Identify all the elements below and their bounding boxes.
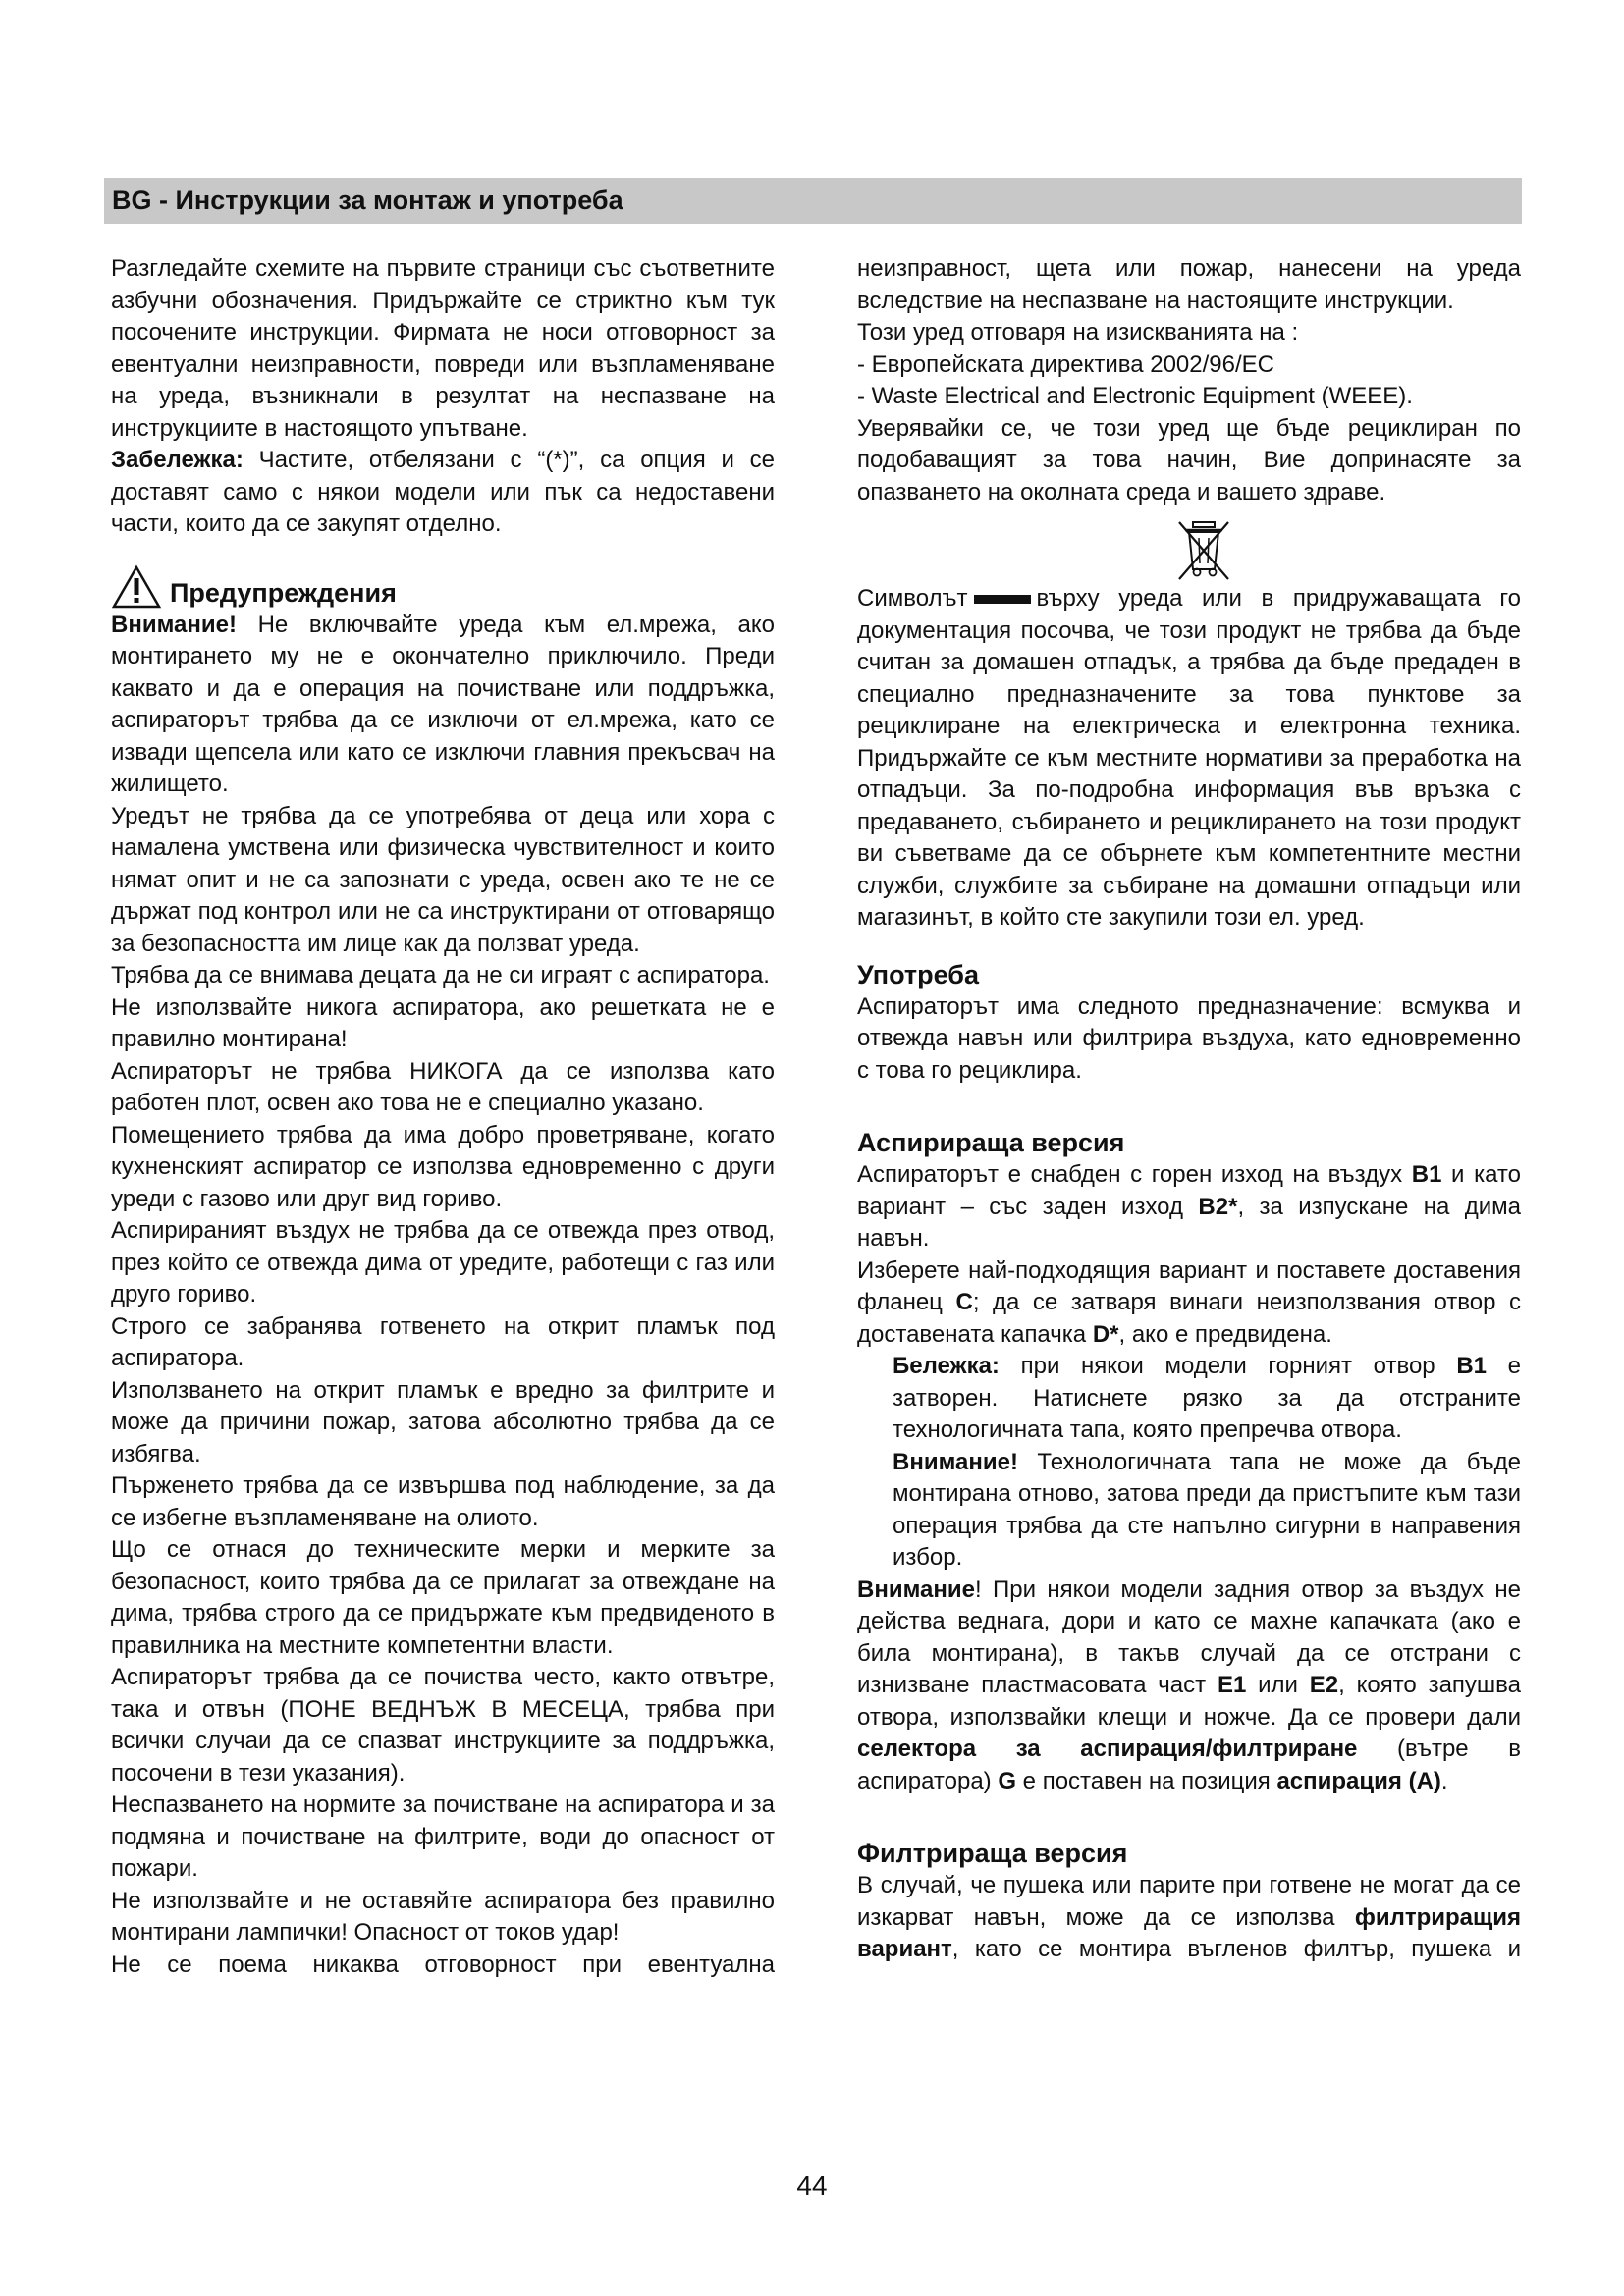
filter-title: Филтрираща версия bbox=[857, 1839, 1128, 1868]
aspiration-title: Аспирираща версия bbox=[857, 1128, 1125, 1157]
part-code: E1 bbox=[1217, 1672, 1247, 1698]
right-column bbox=[857, 253, 1521, 1966]
text-run: или bbox=[1246, 1672, 1310, 1698]
warning-paragraph: Помещението трябва да има добро проветряване, когато кухненският аспиратор се използва едновременно с други уреди с газово или друг вид гориво. bbox=[111, 1121, 775, 1212]
part-code: B1 bbox=[1456, 1353, 1487, 1379]
attention-paragraph bbox=[857, 1575, 1521, 1798]
usage-paragraph: Аспираторът има следното предназначение: всмуква и отвежда навън или филтрира въздуха, като едновременно с това го рециклира. bbox=[857, 992, 1521, 1084]
aspiration-paragraph bbox=[857, 1159, 1521, 1255]
note-label: Забележка: bbox=[111, 447, 244, 473]
section-header bbox=[104, 178, 1522, 224]
attention-label: Внимание! bbox=[111, 611, 237, 638]
warning-paragraph: Не използвайте никога аспиратора, ако решетката не е правилно монтирана! bbox=[111, 993, 775, 1052]
warning-paragraph: Аспираторът не трябва НИКОГА да се използва като работен плот, освен ако това не е специално указано. bbox=[111, 1057, 775, 1116]
spacer bbox=[857, 934, 1521, 958]
recycling-paragraph: Уверявайки се, че този уред ще бъде рециклиран по подобаващият за това начин, Вие допринасяте за опазването на околната среда и вашето здраве. bbox=[857, 414, 1521, 506]
weee-paragraph bbox=[857, 583, 1521, 934]
part-code: B2* bbox=[1198, 1193, 1238, 1220]
compliance-line: - Европейската директива 2002/96/EC bbox=[857, 350, 1274, 378]
note-paragraph bbox=[111, 445, 775, 541]
section-title: BG - Инструкции за монтаж и употреба bbox=[112, 186, 623, 215]
warning-paragraph: Пърженето трябва да се извършва под наблюдение, за да се избегне възпламеняване на олиото. bbox=[111, 1472, 775, 1531]
attention-paragraph bbox=[857, 1447, 1521, 1575]
text-run: Технологичната тапа не може да бъде монтирана отново, затова преди да пристъпите към тази операция трябва да сте напълно сигурни в направения избор. bbox=[893, 1448, 1521, 1571]
text-run: ! При някои модели задния отвор за въздух не действа веднага, дори и като се махне капачката (ако е била монтирана), в такъв случай да се отстрани с изнизване пластмасовата част bbox=[857, 1575, 1521, 1698]
warning-paragraph: Използването на открит пламък е вредно за филтрите и може да причини пожар, затова абсолютно трябва да се избягва. bbox=[111, 1376, 775, 1468]
symbol-after: върху уреда или в придружаващата го документация посочва, че този продукт не трябва да бъде считан за домашен отпадък, а трябва да бъде предаден в специално предназначените за това пунктове за рециклиране на електрическа и електронна техника. Придържайте се към местните нормативи за преработка на отпадъци. За по-подробна информация във връзка с предаването, събирането и рециклирането на този продукт ви съветваме да се обърнете към компетентните местни служби, службите за събиране на домашни отпадъци или магазинът, в който сте закупили този ел. уред. bbox=[857, 585, 1521, 931]
text-run: е затворен. Натиснете рязко за да отстраните технологичната тапа, която препречва отвора. bbox=[893, 1353, 1522, 1443]
warning-paragraph: Аспираторът трябва да се почиства често, както отвътре, така и отвън (ПОНЕ ВЕДНЪЖ В МЕСЕЦА, трябва при всички случаи да се спазват инструкциите за поддръжка, посочени в тези указания). bbox=[111, 1664, 775, 1787]
text-run: . bbox=[1440, 1767, 1448, 1794]
text-run: ; да се затваря винаги неизползвания отвор с доставената капачка bbox=[857, 1289, 1521, 1348]
text-run: В случай, че пушека или парите при готвене не могат да се изкарват навън, може да се използва bbox=[857, 1872, 1521, 1931]
warning-paragraph: Аспирираният въздух не трябва да се отвежда през отвод, през който се отвежда дима от уредите, работещи с газ или друго гориво. bbox=[111, 1217, 775, 1308]
warning-paragraph: Неспазването на нормите за почистване на аспиратора и за подмяна и почистване на филтрите, води до опасност от пожари. bbox=[111, 1791, 775, 1882]
warning-paragraph: Трябва да се внимава децата да не си играят с аспиратора. bbox=[111, 962, 770, 988]
part-code: C bbox=[955, 1289, 973, 1315]
warning-paragraph: Строго се забранява готвенето на открит пламък под аспиратора. bbox=[111, 1312, 775, 1371]
warnings-heading bbox=[111, 559, 775, 610]
note-paragraph bbox=[857, 1351, 1521, 1447]
part-code: E2 bbox=[1309, 1672, 1339, 1698]
usage-title: Употреба bbox=[857, 959, 979, 989]
flange-paragraph bbox=[857, 1255, 1521, 1352]
text-run: , за изпускане на дима навън. bbox=[857, 1193, 1521, 1252]
spacer bbox=[857, 1797, 1521, 1837]
text-run: е поставен на позиция bbox=[1016, 1767, 1277, 1794]
compliance-line: Този уред отговаря на изискванията на : bbox=[857, 319, 1299, 346]
part-code: D* bbox=[1092, 1320, 1119, 1348]
text-run: Аспираторът е снабден с горен изход на въздух bbox=[857, 1161, 1412, 1188]
position-label: аспирация (A) bbox=[1276, 1767, 1441, 1794]
compliance-line: - Waste Electrical and Electronic Equipment (WEEE). bbox=[857, 383, 1413, 409]
crossed-out-bin-icon bbox=[1173, 518, 1234, 583]
warning-paragraph: Що се отнася до техническите мерки и мерките за безопасност, които трябва да се прилагат за отвеждане на дима, трябва строго да се придържате към предвиденото в правилника на местните компетентни власти. bbox=[111, 1536, 775, 1659]
text-run: Изберете най-подходящия вариант и поставете доставения фланец bbox=[857, 1256, 1521, 1315]
continued-paragraph: неизправност, щета или пожар, нанесени на уреда вследствие на неспазване на настоящите инструкции. bbox=[857, 255, 1521, 314]
part-code: G bbox=[998, 1767, 1017, 1794]
attention-label: Внимание bbox=[857, 1575, 975, 1603]
warning-paragraph: Не използвайте и не оставяйте аспиратора без правилно монтирани лампички! Опасност от токов удар! bbox=[111, 1887, 775, 1946]
text-run: (вътре в аспиратора) bbox=[857, 1735, 1521, 1794]
note-label: Бележка: bbox=[893, 1353, 1000, 1379]
text-run: , която запушва отвора, използвайки клещи и ножче. Да се провери дали bbox=[857, 1672, 1522, 1731]
part-code: B1 bbox=[1411, 1161, 1442, 1188]
text-run: , ако е предвидена. bbox=[1118, 1320, 1332, 1348]
spacer bbox=[857, 1087, 1521, 1126]
filter-variant-label: филтриращия вариант bbox=[857, 1903, 1521, 1962]
attention-text: Не включвайте уреда към ел.мрежа, ако монтирането му не е окончателно приключило. Преди каквато и да е операция на почистване или поддръжка, аспираторът трябва да се изключи от ел.мрежа, като се извади щепсела или като се изключи главния прекъсвач на жилището. bbox=[111, 611, 775, 797]
attention-label: Внимание! bbox=[893, 1448, 1018, 1475]
text-run: при някои модели горният отвор bbox=[999, 1353, 1457, 1379]
attention-paragraph bbox=[111, 610, 775, 801]
warning-paragraph: Не се поема никаква отговорност при евентуална bbox=[111, 1950, 775, 1978]
left-column bbox=[111, 253, 775, 1981]
weee-symbol bbox=[857, 508, 1521, 583]
symbol-before: Символът bbox=[857, 585, 968, 612]
text-run: , като се монтира въгленов филтър, пушека и bbox=[951, 1936, 1521, 1962]
warnings-title: Предупреждения bbox=[170, 577, 397, 608]
black-bar-icon bbox=[974, 595, 1031, 604]
selector-label: селектора за аспирация/филтриране bbox=[857, 1735, 1358, 1762]
warning-triangle-icon bbox=[111, 564, 162, 610]
filter-paragraph bbox=[857, 1870, 1521, 1966]
page-number: 44 bbox=[796, 2170, 828, 2201]
note-text: Частите, отбелязани с “(*)”, са опция и се доставят само с някои модели или пък са недоставени части, които да се закупят отделно. bbox=[111, 447, 775, 537]
text-run: и като вариант – със заден изход bbox=[857, 1161, 1521, 1220]
warning-paragraph: Уредът не трябва да се употребява от деца или хора с намалена умствена или физическа чувствителност и които нямат опит и не са запознати с уреда, освен ако те не се държат под контрол или не са инструктирани от отговарящо за безопасността им лице как да ползват уреда. bbox=[111, 802, 775, 957]
intro-paragraph: Разгледайте схемите на първите страници със съответните азбучни обозначения. Придържайте се стриктно към тук посочените инструкции. Фирмата не носи отговорност за евентуални неизправности, повреди или възпламеняване на уреда, възникнали в резултат на неспазване на инструкциите в настоящото упътване. bbox=[111, 255, 775, 442]
